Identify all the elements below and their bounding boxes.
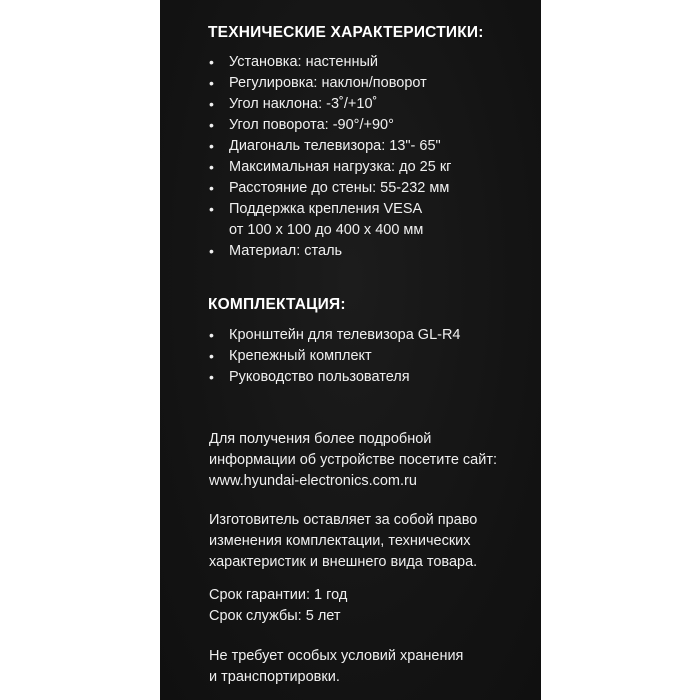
list-item-text: Максимальная нагрузка: до 25 кг xyxy=(229,159,452,175)
paragraph-line: изменения комплектации, технических xyxy=(209,533,471,549)
list-item-text: Расстояние до стены: 55-232 мм xyxy=(229,180,450,196)
specs-heading: ТЕХНИЧЕСКИЕ ХАРАКТЕРИСТИКИ: xyxy=(208,24,484,41)
bullet-icon: • xyxy=(209,243,214,259)
list-item xyxy=(207,136,451,157)
list-item xyxy=(207,115,451,136)
bullet-icon: • xyxy=(209,96,214,112)
list-item xyxy=(207,367,461,388)
storage-paragraph xyxy=(209,646,463,688)
info-panel xyxy=(160,0,541,700)
bullet-icon: • xyxy=(209,369,214,385)
manufacturer-note-paragraph xyxy=(209,510,477,573)
list-item xyxy=(207,94,451,115)
bullet-icon: • xyxy=(209,348,214,364)
list-item xyxy=(207,346,461,367)
list-item-text: Руководство пользователя xyxy=(229,369,410,385)
list-item-text: Кронштейн для телевизора GL-R4 xyxy=(229,327,461,343)
package-list xyxy=(207,325,461,388)
bullet-icon: • xyxy=(209,180,214,196)
paragraph-line: Для получения более подробной xyxy=(209,431,432,447)
list-item-text: Установка: настенный xyxy=(229,54,378,70)
warranty-paragraph xyxy=(209,585,347,627)
bullet-icon: • xyxy=(209,201,214,217)
list-item-text: Угол наклона: -3˚/+10˚ xyxy=(229,96,378,112)
package-heading: КОМПЛЕКТАЦИЯ: xyxy=(208,296,346,313)
list-item xyxy=(207,157,451,178)
bullet-icon: • xyxy=(209,159,214,175)
specs-list xyxy=(207,52,451,262)
list-item-text: Поддержка крепления VESA xyxy=(229,201,423,217)
list-item-text: Диагональ телевизора: 13"- 65" xyxy=(229,138,441,154)
paragraph-line: Не требует особых условий хранения xyxy=(209,648,464,664)
list-item-text: Материал: сталь xyxy=(229,243,343,259)
paragraph-line: и транспортировки. xyxy=(209,669,340,685)
list-item-text: от 100 x 100 до 400 x 400 мм xyxy=(229,222,424,238)
bullet-icon: • xyxy=(209,54,214,70)
paragraph-line: www.hyundai-electronics.com.ru xyxy=(209,473,417,489)
list-item-text: Угол поворота: -90°/+90° xyxy=(229,117,394,133)
bullet-icon: • xyxy=(209,327,214,343)
bullet-icon: • xyxy=(209,75,214,91)
list-item xyxy=(207,73,451,94)
list-item-text: Крепежный комплект xyxy=(229,348,372,364)
list-item xyxy=(207,52,451,73)
paragraph-line: Срок гарантии: 1 год xyxy=(209,587,348,603)
list-item xyxy=(207,325,461,346)
paragraph-line: Срок службы: 5 лет xyxy=(209,608,341,624)
website-info-paragraph xyxy=(209,429,497,492)
list-item xyxy=(207,178,451,199)
paragraph-line: Изготовитель оставляет за собой право xyxy=(209,512,478,528)
list-item-text: Регулировка: наклон/поворот xyxy=(229,75,427,91)
bullet-icon: • xyxy=(209,117,214,133)
list-item xyxy=(207,241,451,262)
bullet-icon: • xyxy=(209,138,214,154)
list-item xyxy=(207,199,451,241)
paragraph-line: характеристик и внешнего вида товара. xyxy=(209,554,478,570)
paragraph-line: информации об устройстве посетите сайт: xyxy=(209,452,498,468)
